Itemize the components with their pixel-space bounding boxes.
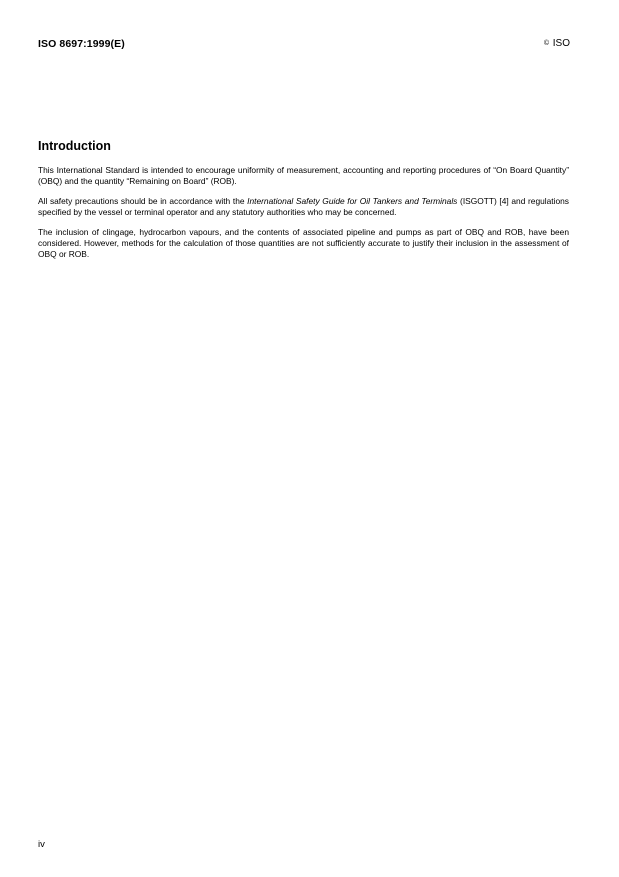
paragraph-safety-tail: (ISGOTT) [4] and regulations specified by the vessel or terminal operator and any statutory authorities who may be concerned.: [38, 196, 569, 217]
copyright-symbol: ©: [543, 40, 549, 47]
copyright-holder: ISO: [552, 38, 570, 49]
introduction-section: [38, 139, 569, 269]
reference-title: International Safety Guide for Oil Tankers and Terminals: [247, 196, 458, 206]
section-title: Introduction: [38, 139, 111, 153]
paragraph-safety-lead: All safety precautions should be in accordance with the: [38, 196, 248, 206]
paragraph-purpose: This International Standard is intended to encourage uniformity of measurement, accounting and reporting procedures of “On Board Quantity” (OBQ) and the quantity “Remaining on Board” (ROB).: [38, 165, 569, 186]
document-id: ISO 8697:1999(E): [38, 38, 125, 50]
paragraph-safety: [38, 196, 569, 218]
paragraph-scope: The inclusion of clingage, hydrocarbon vapours, and the contents of associated pipeline and pumps as part of OBQ and ROB, have been considered. However, methods for the calculation of those quantities are not sufficiently accurate to justify their inclusion in the assessment of OBQ or ROB.: [38, 227, 569, 259]
page-number: iv: [38, 839, 45, 850]
copyright-notice: [544, 38, 570, 49]
